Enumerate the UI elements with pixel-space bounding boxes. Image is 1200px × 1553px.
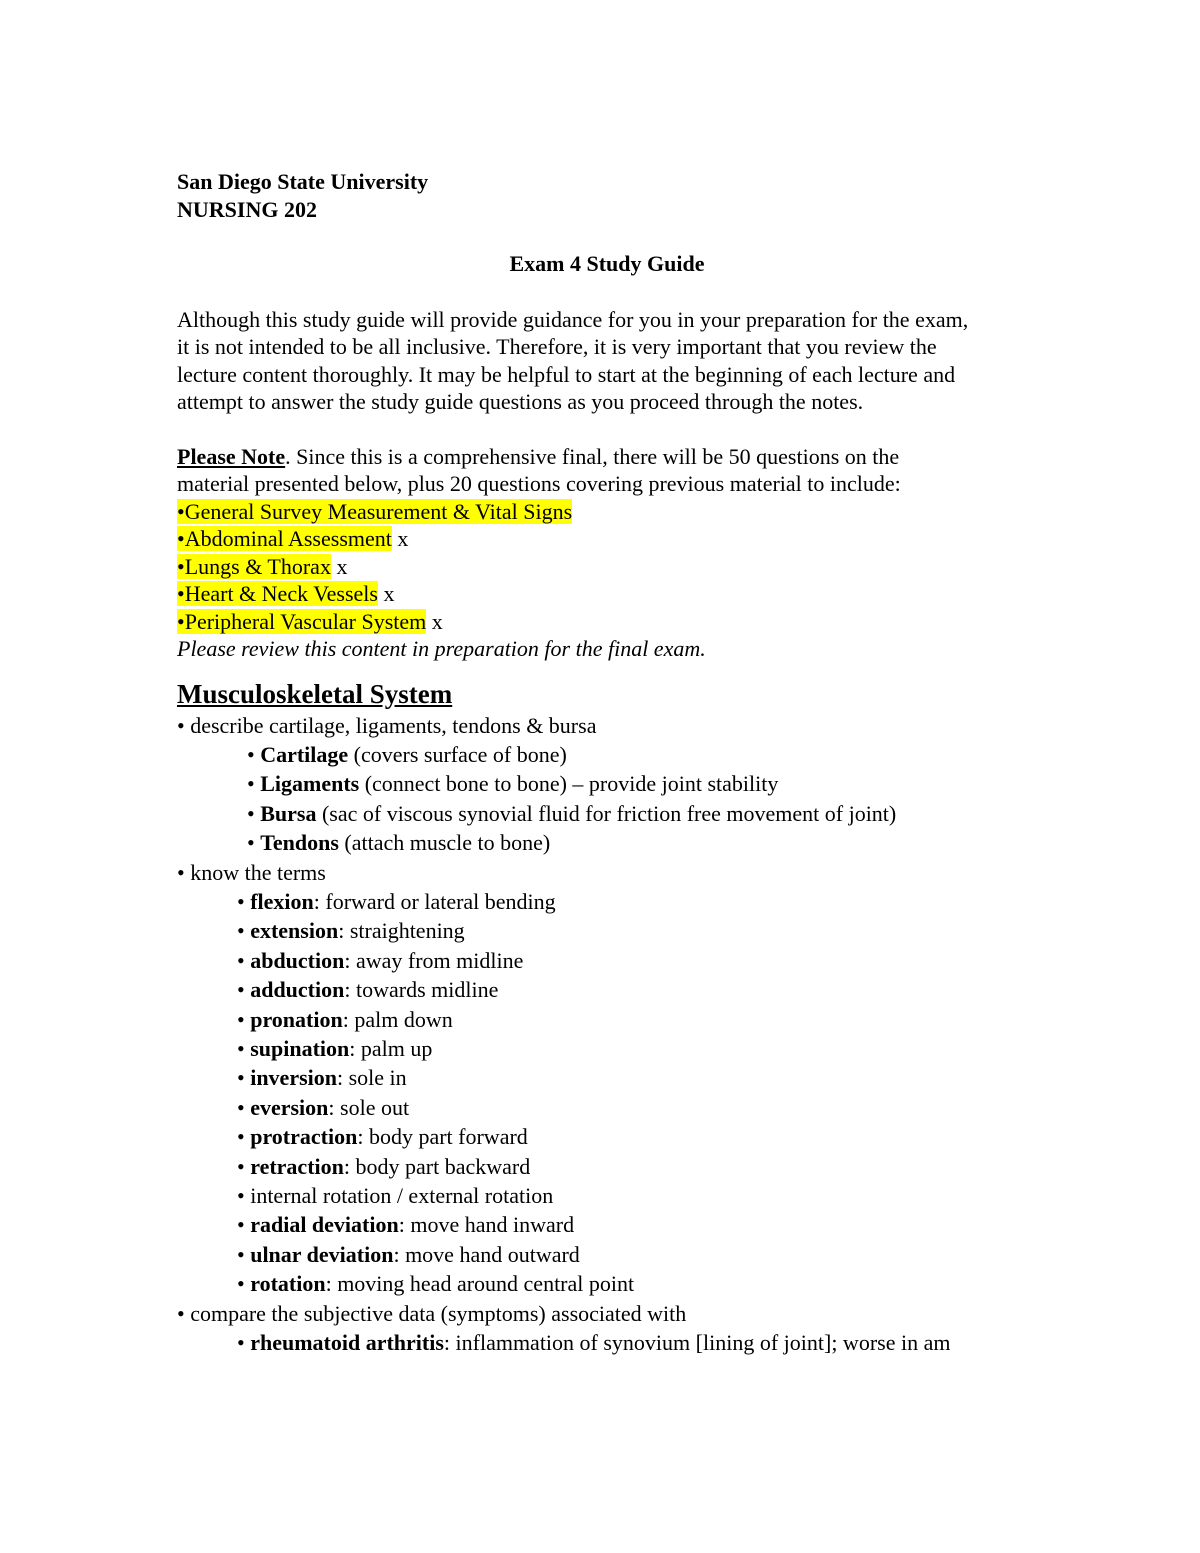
bullet: •: [237, 1241, 251, 1267]
list-item: [177, 828, 1037, 857]
term: eversion: [250, 1094, 329, 1120]
list-item: [177, 1240, 1037, 1269]
highlighted-topic: [177, 499, 572, 524]
term: rheumatoid arthritis: [250, 1330, 444, 1356]
bullet: •: [237, 1094, 251, 1120]
item-text: : sole in: [337, 1065, 407, 1091]
bullet: •: [237, 918, 251, 944]
intro-line: Although this study guide will provide guidance for you in your preparation for the exam,: [177, 306, 969, 332]
intro-line: lecture content thoroughly. It may be helpful to start at the beginning of each lecture and: [177, 361, 956, 387]
term: inversion: [250, 1065, 337, 1091]
list-item: [177, 975, 1037, 1004]
list-item: [177, 1269, 1037, 1298]
bullet: •: [177, 859, 185, 885]
item-text: : body part backward: [343, 1153, 531, 1179]
topic-mark: x: [377, 581, 395, 606]
list-item: [177, 711, 1037, 740]
item-text: describe cartilage, ligaments, tendons & bursa: [184, 712, 597, 738]
highlighted-topic: [177, 581, 378, 606]
item-text: : move hand outward: [393, 1241, 580, 1267]
highlighted-topic: [177, 526, 392, 551]
bullet: •: [237, 1330, 251, 1356]
item-text: : moving head around central point: [325, 1271, 635, 1297]
item-text: (sac of viscous synovial fluid for friction free movement of joint): [316, 800, 897, 826]
previous-topic-item: [177, 553, 1037, 581]
bullet: •: [177, 553, 185, 579]
bullet: •: [177, 1300, 185, 1326]
previous-topic-item: [177, 608, 1037, 636]
item-text: : forward or lateral bending: [313, 888, 556, 914]
bullet: •: [177, 712, 185, 738]
bullet: •: [247, 771, 261, 797]
bullet: •: [177, 526, 185, 551]
term: Ligaments: [260, 771, 360, 797]
term: retraction: [250, 1153, 344, 1179]
list-item: [177, 1181, 1037, 1210]
list-item: [177, 1034, 1037, 1063]
bullet: •: [237, 947, 251, 973]
item-text: (covers surface of bone): [348, 741, 567, 767]
item-text: : inflammation of synovium [lining of joint]; worse in am: [443, 1330, 951, 1356]
bullet: •: [247, 830, 261, 856]
highlighted-topic: [177, 609, 426, 634]
item-text: (connect bone to bone) – provide joint stability: [359, 771, 779, 797]
institution-name: San Diego State University: [177, 169, 429, 194]
previous-topic-item: [177, 580, 1037, 608]
item-text: : sole out: [328, 1094, 410, 1120]
topic-text: General Survey Measurement & Vital Signs: [184, 498, 573, 524]
term: abduction: [250, 947, 345, 973]
term: Cartilage: [260, 741, 349, 767]
list-item: [177, 799, 1037, 828]
bullet: •: [237, 1124, 251, 1150]
item-text: : away from midline: [344, 947, 524, 973]
topic-mark: x: [426, 608, 443, 634]
item-text: (attach muscle to bone): [338, 830, 551, 856]
term: pronation: [250, 1006, 343, 1032]
review-note: Please review this content in preparation for the final exam.: [177, 636, 706, 661]
term: Bursa: [260, 800, 317, 826]
term: flexion: [250, 888, 314, 914]
topic-text: Lungs & Thorax: [184, 553, 331, 579]
bullet: •: [237, 977, 251, 1003]
term: Tendons: [260, 830, 339, 856]
bullet: •: [237, 1183, 245, 1208]
intro-line: attempt to answer the study guide questions as you proceed through the notes.: [177, 389, 864, 414]
list-item: [177, 1152, 1037, 1181]
topic-text: Abdominal Assessment: [184, 526, 392, 551]
intro-line: it is not intended to be all inclusive. Therefore, it is very important that you review the: [177, 334, 937, 359]
bullet: •: [177, 581, 185, 606]
list-item: [177, 858, 1037, 887]
item-text: : straightening: [338, 918, 465, 944]
list-item: [177, 946, 1037, 975]
course-code: NURSING 202: [177, 196, 317, 222]
list-item: [177, 887, 1037, 916]
term: supination: [250, 1035, 350, 1061]
document-content: [177, 168, 1037, 1357]
item-text: : palm down: [342, 1006, 453, 1032]
note-line: material presented below, plus 20 questions covering previous material to include:: [177, 471, 901, 496]
list-item: [177, 1093, 1037, 1122]
topic-mark: x: [330, 553, 348, 579]
highlighted-topic: [177, 554, 331, 579]
previous-topics-list: [177, 498, 1037, 636]
list-item: [177, 1063, 1037, 1092]
bullet: •: [237, 1065, 251, 1091]
bullet: •: [237, 1035, 251, 1061]
item-text: : towards midline: [344, 977, 499, 1003]
term: adduction: [250, 977, 345, 1003]
list-item: [177, 1210, 1037, 1239]
term: radial deviation: [250, 1212, 399, 1238]
bullet: •: [237, 1212, 251, 1238]
bullet: •: [247, 800, 261, 826]
topic-mark: x: [391, 526, 409, 551]
bullet: •: [247, 741, 261, 767]
list-item: [177, 1299, 1037, 1328]
previous-topic-item: [177, 525, 1037, 553]
bullet: •: [237, 1153, 251, 1179]
note-paragraph: [177, 443, 1037, 663]
item-text: compare the subjective data (symptoms) associated with: [184, 1300, 687, 1326]
item-text: : move hand inward: [398, 1212, 575, 1238]
page-title: Exam 4 Study Guide: [509, 251, 705, 276]
bullet: •: [237, 1006, 251, 1032]
list-item: [177, 740, 1037, 769]
bullet: •: [177, 608, 185, 634]
bullet: •: [177, 498, 185, 524]
term: ulnar deviation: [250, 1241, 394, 1267]
note-label: Please Note: [177, 443, 286, 469]
topic-text: Heart & Neck Vessels: [184, 581, 378, 606]
term: protraction: [250, 1124, 358, 1150]
item-text: : body part forward: [357, 1124, 528, 1150]
previous-topic-item: [177, 498, 1037, 526]
note-line: Please Note. Since this is a comprehensive final, there will be 50 questions on the: [177, 443, 900, 469]
intro-paragraph: [177, 306, 1037, 416]
bullet: •: [237, 1271, 251, 1297]
list-item: [177, 916, 1037, 945]
bullet: •: [237, 888, 251, 914]
list-item: [177, 1328, 1037, 1357]
list-item: [177, 769, 1037, 798]
item-text: know the terms: [184, 859, 326, 885]
section-list: [177, 711, 1037, 1358]
section-heading: Musculoskeletal System: [177, 678, 453, 709]
item-text: internal rotation / external rotation: [244, 1183, 554, 1208]
list-item: [177, 1122, 1037, 1151]
item-text: : palm up: [349, 1035, 433, 1061]
term: rotation: [250, 1271, 326, 1297]
topic-text: Peripheral Vascular System: [184, 608, 427, 634]
term: extension: [250, 918, 339, 944]
list-item: [177, 1005, 1037, 1034]
